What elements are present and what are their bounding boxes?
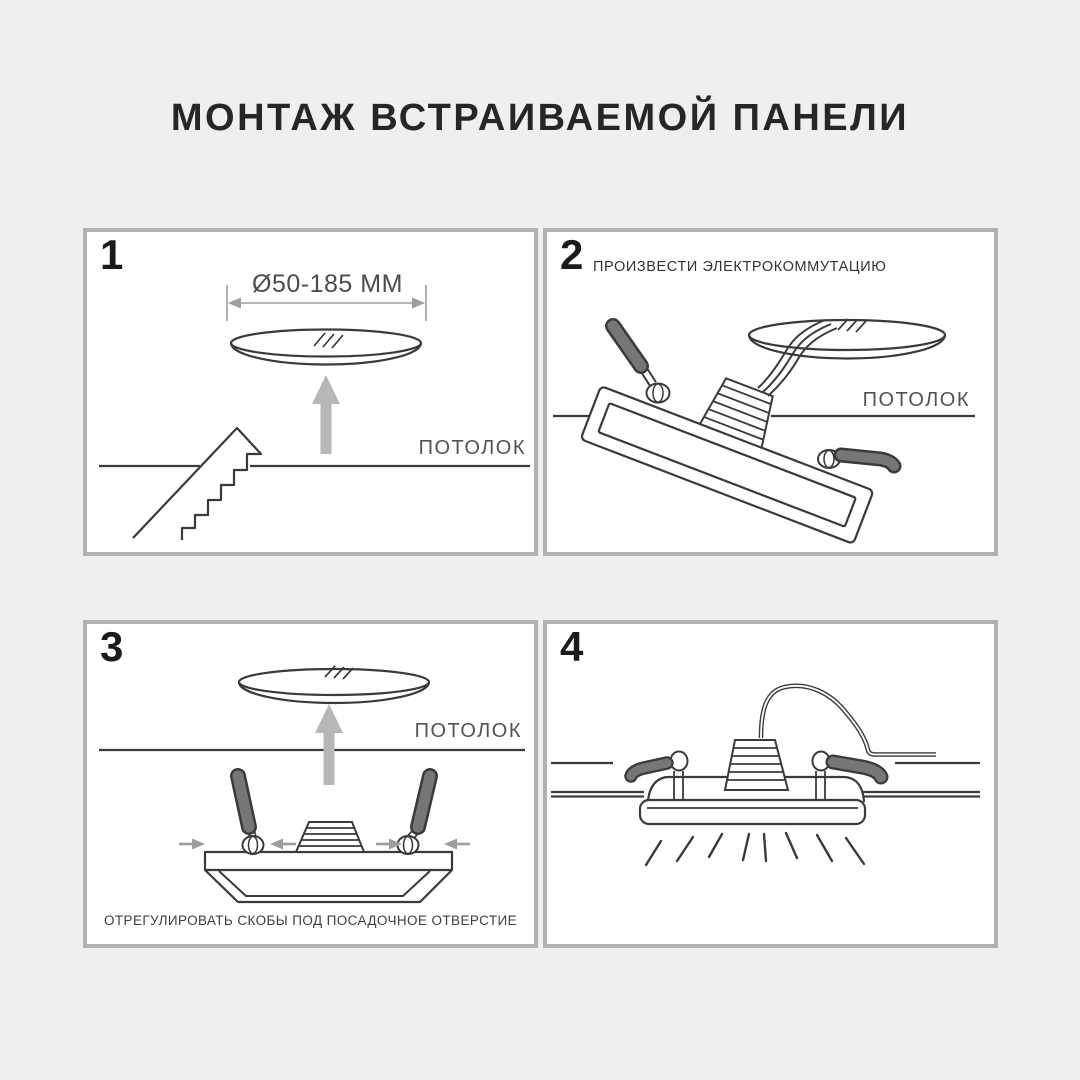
step-panel-3 bbox=[83, 620, 538, 948]
step4-drawing bbox=[547, 624, 994, 944]
panel-disc bbox=[231, 330, 421, 365]
panel-disc bbox=[749, 320, 945, 359]
step-number: 2 bbox=[560, 231, 584, 278]
up-arrow-icon bbox=[312, 375, 340, 454]
cutout-saw-icon bbox=[133, 428, 261, 540]
step-panel-2 bbox=[543, 228, 998, 556]
power-wire bbox=[761, 686, 936, 755]
driver-box bbox=[725, 740, 788, 790]
step-number: 3 bbox=[100, 623, 124, 670]
step3-drawing bbox=[87, 624, 534, 944]
flange bbox=[640, 800, 865, 824]
spring-clip-left bbox=[238, 776, 264, 854]
driver-box bbox=[296, 822, 364, 852]
spring-clip-left bbox=[613, 326, 670, 403]
spring-clip-right bbox=[818, 450, 894, 468]
ceiling-label: ПОТОЛОК bbox=[418, 437, 526, 459]
page-title: МОНТАЖ ВСТРАИВАЕМОЙ ПАНЕЛИ bbox=[170, 97, 910, 139]
spring-clip-left bbox=[631, 752, 688, 777]
ceiling-label: ПОТОЛОК bbox=[414, 720, 522, 742]
step-caption: ОТРЕГУЛИРОВАТЬ СКОБЫ ПОД ПОСАДОЧНОЕ ОТВЕРСТИЕ bbox=[104, 913, 517, 928]
step-number: 4 bbox=[560, 623, 584, 670]
up-arrow-icon bbox=[315, 704, 343, 785]
step-number: 1 bbox=[100, 231, 124, 278]
step-panel-1 bbox=[83, 228, 538, 556]
light-rays bbox=[646, 833, 864, 865]
diameter-label: Ø50-185 ММ bbox=[252, 270, 403, 298]
ceiling-label: ПОТОЛОК bbox=[862, 389, 970, 411]
panel-disc bbox=[239, 669, 429, 703]
panel-body bbox=[205, 852, 452, 902]
spring-clip-right bbox=[398, 776, 431, 854]
step-panel-4 bbox=[543, 620, 998, 948]
step-heading: ПРОИЗВЕСТИ ЭЛЕКТРОКОММУТАЦИЮ bbox=[593, 259, 887, 275]
